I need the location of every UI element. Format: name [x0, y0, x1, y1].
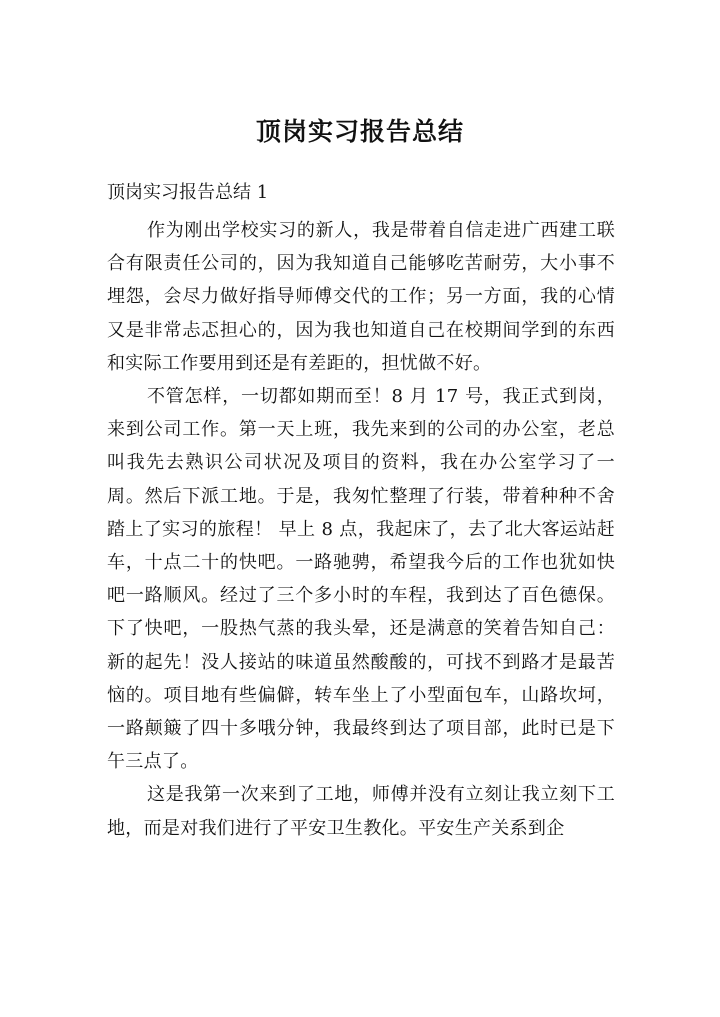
paragraph: 作为刚出学校实习的新人，我是带着自信走进广西建工联合有限责任公司的，因为我知道自己能够吃苦耐劳，大小事不埋怨，会尽力做好指导师傅交代的工作；另一方面，我的心情又是非常忐忑担心的，因为我也知道自己在校期间学到的东西和实际工作要用到还是有差距的，担忧做不好。 — [107, 220, 615, 374]
document-body — [107, 214, 615, 845]
section-heading: 顶岗实习报告总结 1 — [107, 182, 269, 203]
paragraph: 不管怎样，一切都如期而至！8 月 17 号，我正式到岗，来到公司工作。第一天上班，我先来到的公司的办公室，老总叫我先去熟识公司状况及项目的资料，我在办公室学习了一周。然后下派工地。于是，我匆忙整理了行装，带着种种不舍踏上了实习的旅程！ 早上 8 点，我起床了，去了北大客运站赶车，十点二十的快吧。一路驰骋，希望我今后的工作也犹如快吧一路顺风。经过了三个多小时的车程，我到达了百色德保。下了快吧，一股热气蒸的我头晕，还是满意的笑着告知自己：新的起先！没人接站的味道虽然酸酸的，可找不到路才是最苦恼的。项目地有些偏僻，转车坐上了小型面包车，山路坎坷，一路颠簸了四十多哦分钟，我最终到达了项目部，此时已是下午三点了。 — [107, 386, 615, 773]
document-title: 顶岗实习报告总结 — [255, 117, 464, 146]
paragraph: 这是我第一次来到了工地，师傅并没有立刻让我立刻下工地，而是对我们进行了平安卫生教化。平安生产关系到企 — [107, 784, 615, 839]
